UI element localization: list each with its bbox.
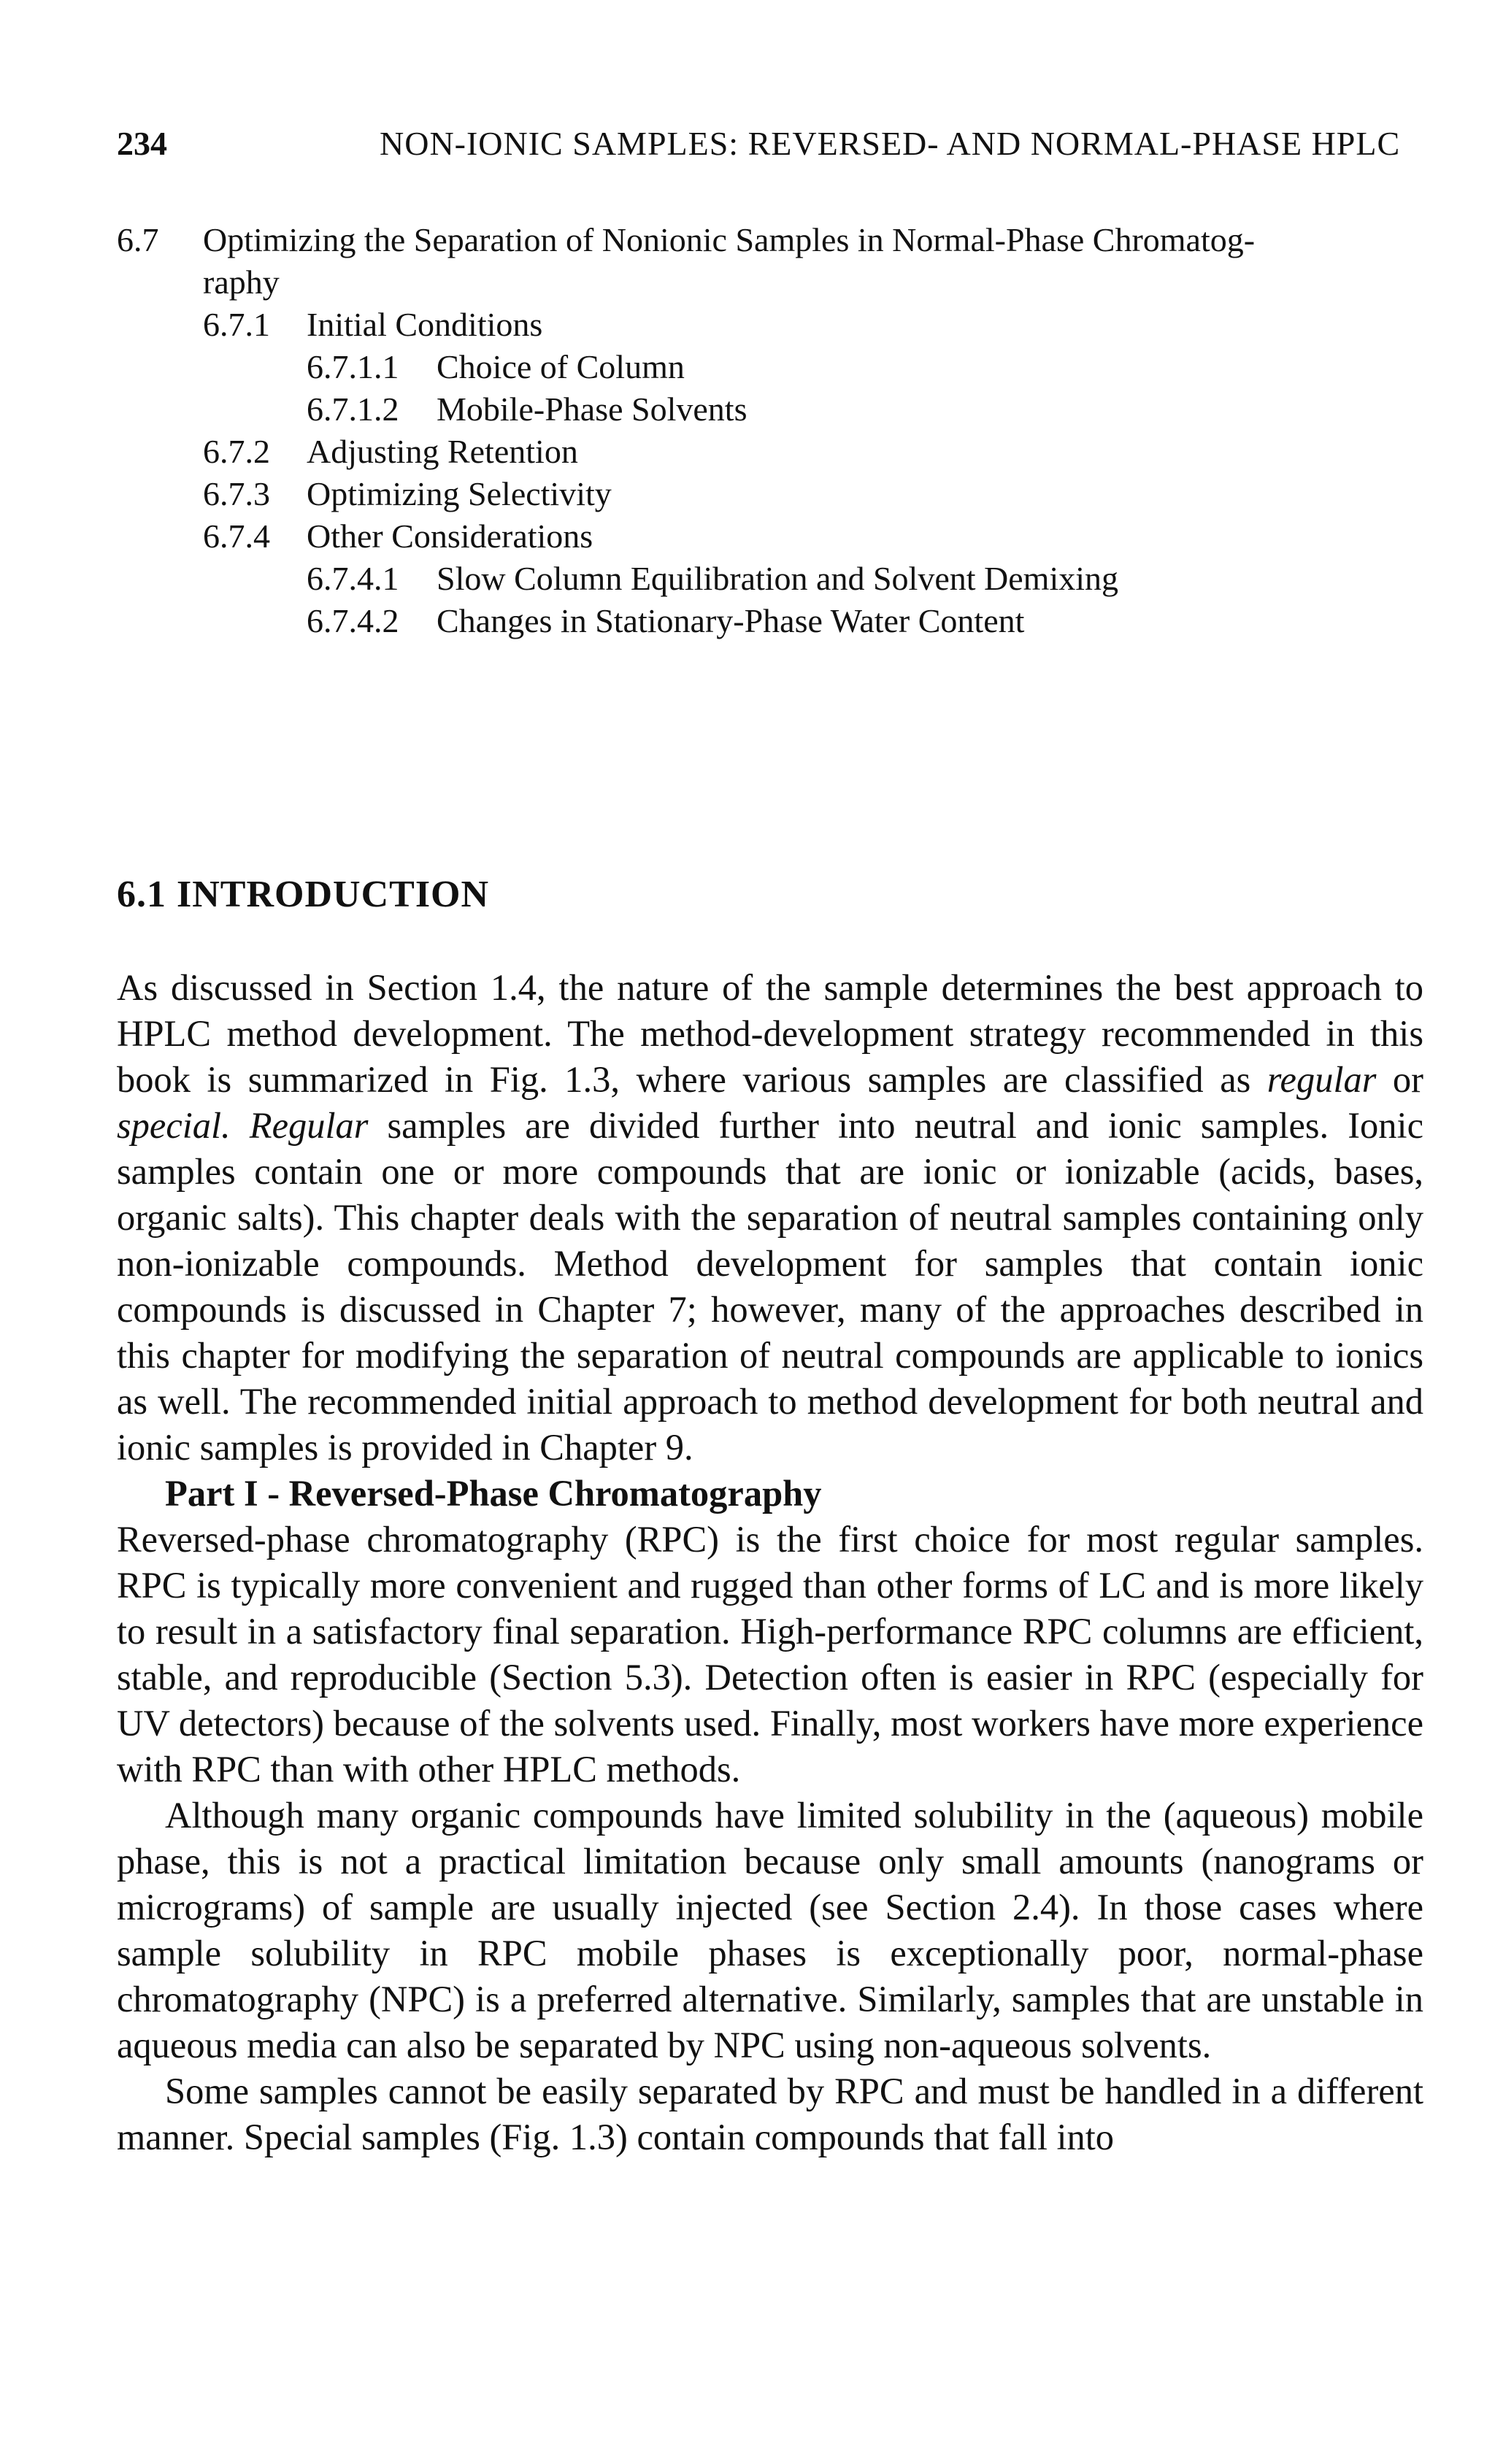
section-heading: 6.1 INTRODUCTION — [117, 874, 490, 915]
toc-entry-6-7 — [117, 219, 1431, 261]
toc-title: Optimizing the Separation of Nonionic Samples in Normal-Phase Chromatog- — [203, 221, 1256, 258]
toc-entry-6-7-4-2 — [117, 600, 1431, 642]
toc-title: Adjusting Retention — [307, 433, 578, 470]
toc-title: Choice of Column — [437, 348, 685, 385]
toc-title: Slow Column Equilibration and Solvent Demixing — [437, 560, 1119, 597]
italic-term-special: special. — [117, 1105, 231, 1146]
text-run: As discussed in Section 1.4, the nature of the sample determines the best approach to HPLC method development. The method-development strategy recommended in this book is summarized in Fig. 1.3, where various samples are classified as — [117, 967, 1423, 1100]
paragraph: Some samples cannot be easily separated by RPC and must be handled in a different manner. Special samples (Fig. 1.3) contain compounds that fall into — [117, 2071, 1423, 2157]
text-run: samples are divided further into neutral and ionic samples. Ionic samples contain one or more compounds that are ionic or ionizable (acids, bases, organic salts). This chapter deals with the separation of neutral samples containing only non-ionizable compounds. Method development for samples that contain ionic compounds is discussed in Chapter 7; however, many of the approaches described in this chapter for modifying the separation of neutral compounds are applicable to ionics as well. The recommended initial approach to method development for both neutral and ionic samples is provided in Chapter 9. — [117, 1105, 1423, 1468]
toc-number: 6.7.2 — [203, 433, 270, 470]
toc-number: 6.7.4.1 — [307, 560, 399, 597]
toc-title: Other Considerations — [307, 517, 593, 555]
italic-term-regular: regular — [1267, 1059, 1377, 1100]
running-header — [117, 124, 1423, 175]
paragraph: Reversed-phase chromatography (RPC) is the first choice for most regular samples. RPC is typically more convenient and rugged than other forms of LC and is more likely to result in a satisfactory final separation. High-performance RPC columns are efficient, stable, and reproducible (Section 5.3). Detection often is easier in RPC (especially for UV detectors) because of the solvents used. Finally, most workers have more experience with RPC than with other HPLC methods. — [117, 1519, 1423, 1790]
toc-entry-6-7-2 — [117, 431, 1431, 473]
toc-number: 6.7.3 — [203, 475, 270, 512]
running-title: NON-IONIC SAMPLES: REVERSED- AND NORMAL-PHASE HPLC — [380, 125, 1401, 162]
toc-number: 6.7.1.1 — [307, 348, 399, 385]
text-run: or — [1376, 1059, 1423, 1100]
toc-title-continued: raphy — [203, 263, 280, 301]
toc-number: 6.7.4 — [203, 517, 270, 555]
toc-number: 6.7 — [117, 221, 159, 258]
toc-entry-6-7-1-1 — [117, 346, 1431, 388]
toc-title: Optimizing Selectivity — [307, 475, 612, 512]
toc-number: 6.7.1.2 — [307, 390, 399, 428]
toc-title: Mobile-Phase Solvents — [437, 390, 748, 428]
toc-entry-6-7-continued — [117, 261, 1431, 304]
toc-entry-6-7-1 — [117, 304, 1431, 346]
part-heading: Part I - Reversed-Phase Chromatography — [165, 1473, 822, 1514]
toc-entry-6-7-4-1 — [117, 558, 1431, 600]
toc-number: 6.7.4.2 — [307, 602, 399, 639]
toc-entry-6-7-3 — [117, 473, 1431, 515]
toc-title: Initial Conditions — [307, 306, 543, 343]
toc-title: Changes in Stationary-Phase Water Content — [437, 602, 1025, 639]
toc-entry-6-7-4 — [117, 515, 1431, 558]
text-run — [231, 1105, 250, 1146]
toc-number: 6.7.1 — [203, 306, 270, 343]
intro-paragraph — [117, 965, 1423, 1471]
page-number: 234 — [117, 125, 167, 162]
body-text — [117, 965, 1423, 2160]
italic-term-regular-2: Regular — [249, 1105, 369, 1146]
section-outline — [117, 219, 1431, 642]
toc-entry-6-7-1-2 — [117, 388, 1431, 431]
paragraph: Although many organic compounds have limited solubility in the (aqueous) mobile phase, this is not a practical limitation because only small amounts (nanograms or micrograms) of sample are usually injected (see Section 2.4). In those cases where sample solubility in RPC mobile phases is exceptionally poor, normal-phase chromatography (NPC) is a preferred alternative. Similarly, samples that are unstable in aqueous media can also be separated by NPC using non-aqueous solvents. — [117, 1795, 1423, 2065]
